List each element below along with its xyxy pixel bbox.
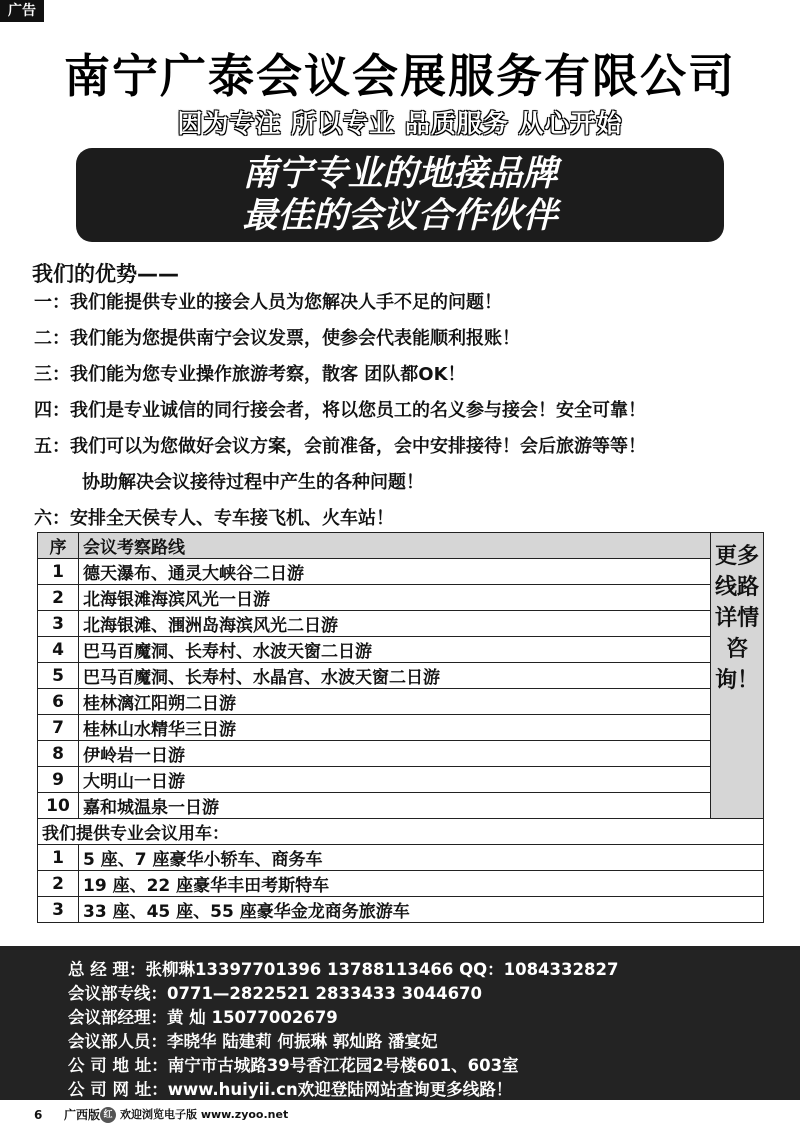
row-num: 1 xyxy=(38,845,79,871)
row-num: 9 xyxy=(38,767,79,793)
row-route: 嘉和城温泉一日游 xyxy=(79,793,711,819)
row-num: 6 xyxy=(38,689,79,715)
table-header-row xyxy=(38,533,764,559)
company-name: 南宁广泰会议会展服务有限公司 xyxy=(64,49,736,103)
advantage-item: 二：我们能为您提供南宁会议发票，使参会代表能顺利报账！ xyxy=(34,328,520,349)
advantage-item: 四：我们是专业诚信的同行接会者，将以您员工的名义参与接会！安全可靠！ xyxy=(34,400,646,421)
row-vehicle: 33 座、45 座、55 座豪华金龙商务旅游车 xyxy=(79,897,764,923)
table-row xyxy=(38,897,764,923)
contact-value[interactable]: www.huiyii.cn欢迎登陆网站查询更多线路！ xyxy=(167,1080,513,1099)
table-row xyxy=(38,611,764,637)
table-row xyxy=(38,715,764,741)
row-route: 桂林漓江阳朔二日游 xyxy=(79,689,711,715)
contact-label: 总 经 理： xyxy=(68,960,146,979)
contact-staff xyxy=(68,1028,437,1052)
vehicles-title: 我们提供专业会议用车： xyxy=(38,819,764,845)
contact-label: 会议部经理： xyxy=(68,1008,167,1027)
row-num: 10 xyxy=(38,793,79,819)
row-route: 伊岭岩一日游 xyxy=(79,741,711,767)
contact-value: 黄 灿 15077002679 xyxy=(167,1008,338,1027)
table-row xyxy=(38,637,764,663)
slogan: 因为专注 所以专业 品质服务 从心开始 xyxy=(177,109,623,138)
edition-label: 广西版 xyxy=(64,1108,101,1122)
contact-gm xyxy=(68,956,618,980)
advantage-item: 一：我们能提供专业的接会人员为您解决人手不足的问题！ xyxy=(34,292,502,313)
contact-label: 公 司 地 址： xyxy=(68,1056,168,1075)
table-row xyxy=(38,663,764,689)
contact-value: 李晓华 陆建莉 何振琳 郭灿路 潘宴妃 xyxy=(167,1032,438,1051)
row-num: 5 xyxy=(38,663,79,689)
advantage-item: 协助解决会议接待过程中产生的各种问题！ xyxy=(82,472,424,493)
row-num: 3 xyxy=(38,897,79,923)
row-route: 巴马百魔洞、长寿村、水晶宫、水波天窗二日游 xyxy=(79,663,711,689)
row-route: 桂林山水精华三日游 xyxy=(79,715,711,741)
brand-line-2: 最佳的会议合作伙伴 xyxy=(242,196,558,236)
table-row xyxy=(38,793,764,819)
advantage-item: 三：我们能为您专业操作旅游考察，散客 团队都OK！ xyxy=(34,364,466,385)
contact-value: 张柳琳13397701396 13788113466 QQ：1084332827 xyxy=(145,960,619,979)
row-route: 大明山一日游 xyxy=(79,767,711,793)
row-route: 德天瀑布、通灵大峡谷二日游 xyxy=(79,559,711,585)
contact-manager xyxy=(68,1004,338,1028)
table-row xyxy=(38,767,764,793)
row-num: 2 xyxy=(38,871,79,897)
brand-line-1: 南宁专业的地接品牌 xyxy=(242,154,558,194)
brand-banner xyxy=(76,148,724,242)
row-route: 北海银滩海滨风光一日游 xyxy=(79,585,711,611)
advantage-item: 五：我们可以为您做好会议方案，会前准备，会中安排接待！会后旅游等等！ xyxy=(34,436,646,457)
magazine-logo-icon: 红 xyxy=(100,1107,116,1123)
row-num: 8 xyxy=(38,741,79,767)
contact-value: 南宁市古城路39号香江花园2号楼601、603室 xyxy=(167,1056,519,1075)
vehicles-header-row xyxy=(38,819,764,845)
page-footer-bar xyxy=(0,1104,800,1126)
contact-line xyxy=(68,980,482,1004)
contact-label: 公 司 网 址： xyxy=(68,1080,168,1099)
table-row xyxy=(38,585,764,611)
row-route: 巴马百魔洞、长寿村、水波天窗二日游 xyxy=(79,637,711,663)
page-number: 6 xyxy=(34,1108,43,1122)
table-row xyxy=(38,559,764,585)
routes-table xyxy=(37,532,764,923)
row-vehicle: 19 座、22 座豪华丰田考斯特车 xyxy=(79,871,764,897)
table-row xyxy=(38,689,764,715)
ad-tag: 广告 xyxy=(0,0,44,22)
advantages-title: 我们的优势—— xyxy=(32,262,179,286)
contact-label: 会议部专线： xyxy=(68,984,167,1003)
contact-footer xyxy=(0,946,800,1100)
table-row xyxy=(38,741,764,767)
table-row xyxy=(38,845,764,871)
table-row xyxy=(38,871,764,897)
advantage-item: 六：安排全天侯专人、专车接飞机、火车站！ xyxy=(34,508,394,529)
row-num: 4 xyxy=(38,637,79,663)
row-route: 北海银滩、涠洲岛海滨风光二日游 xyxy=(79,611,711,637)
contact-value: 0771—2822521 2833433 3044670 xyxy=(167,984,483,1003)
advantages-list xyxy=(34,290,646,542)
column-header-route: 会议考察路线 xyxy=(79,533,711,559)
column-header-num: 序 xyxy=(38,533,79,559)
row-vehicle: 5 座、7 座豪华小轿车、商务车 xyxy=(79,845,764,871)
contact-address xyxy=(68,1052,519,1076)
row-num: 7 xyxy=(38,715,79,741)
contact-label: 会议部人员： xyxy=(68,1032,167,1051)
row-num: 3 xyxy=(38,611,79,637)
row-num: 2 xyxy=(38,585,79,611)
more-routes-note: 更多线路详情咨询！ xyxy=(711,533,764,819)
site-link[interactable]: 欢迎浏览电子版 www.zyoo.net xyxy=(120,1108,289,1121)
row-num: 1 xyxy=(38,559,79,585)
contact-website xyxy=(68,1076,512,1100)
